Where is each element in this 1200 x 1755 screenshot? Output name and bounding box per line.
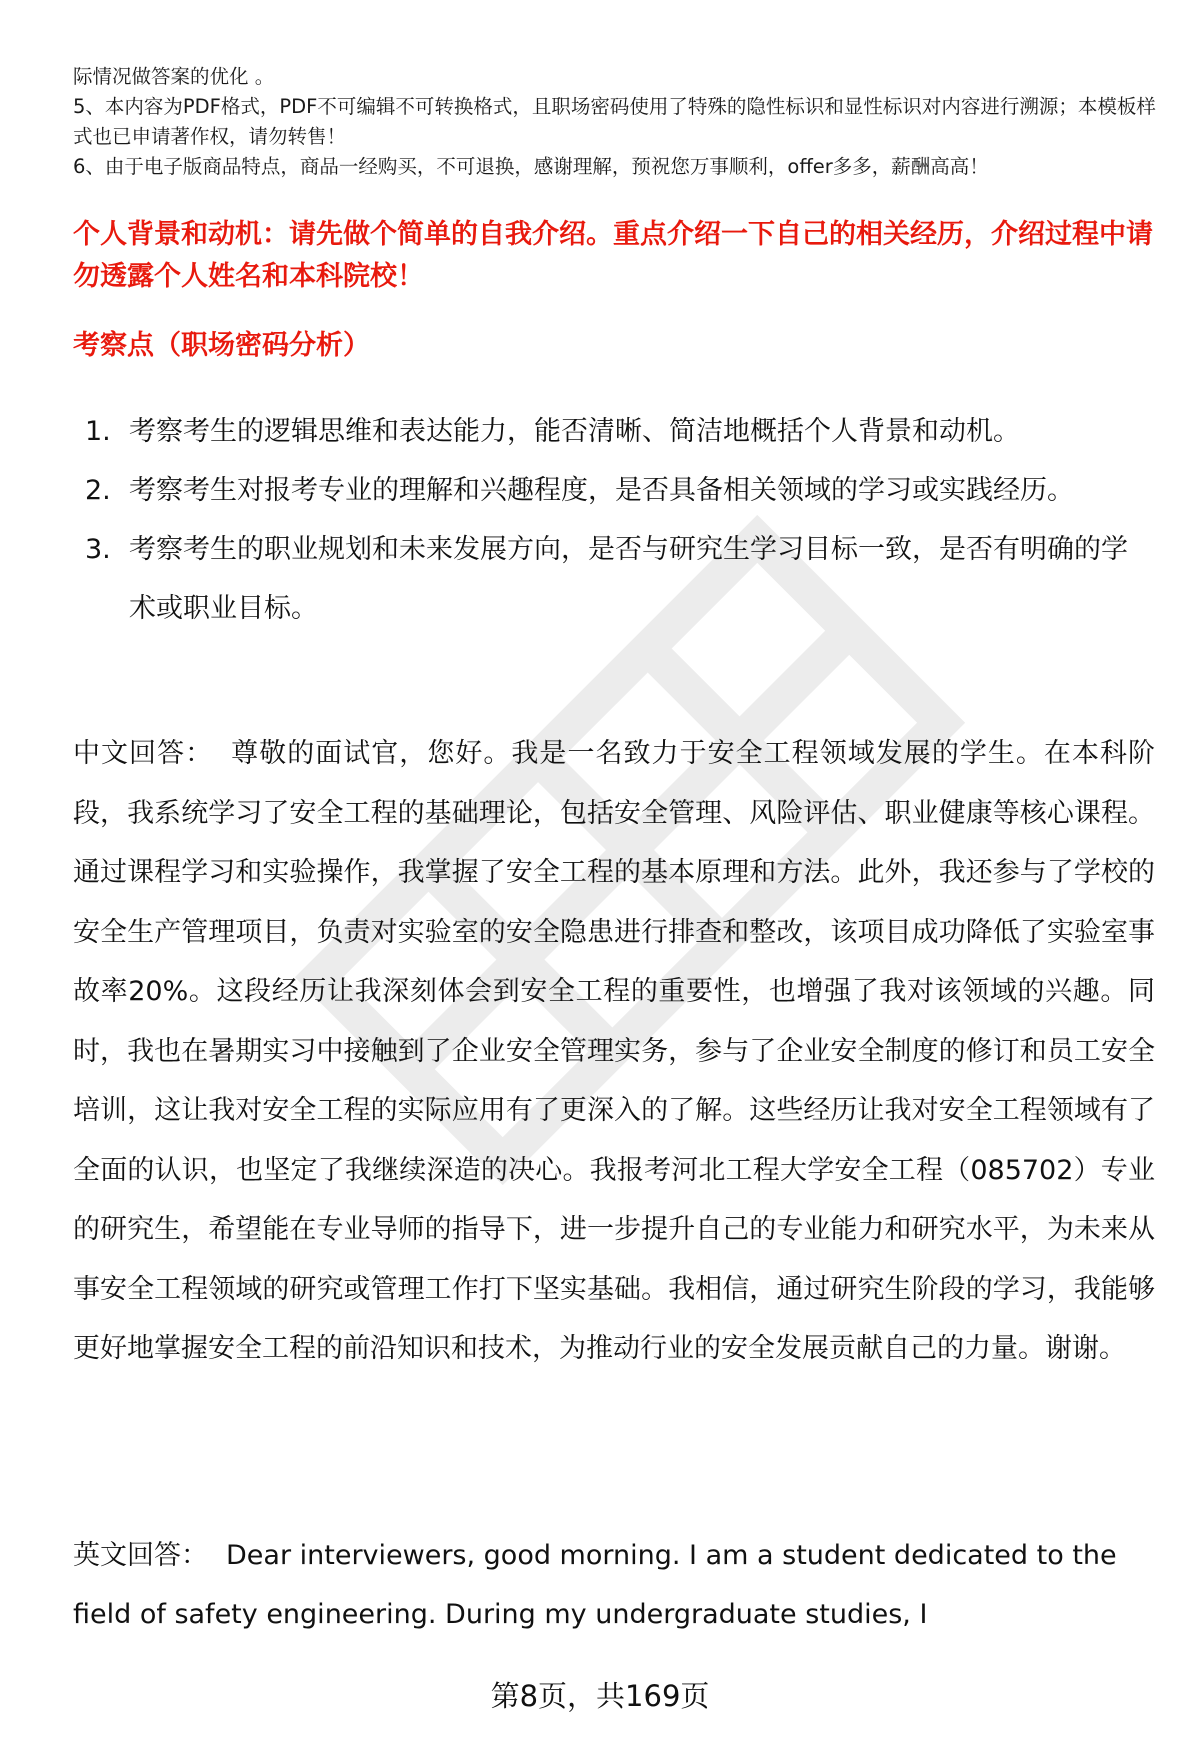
list-number: 1. <box>85 416 111 447</box>
chinese-answer-label: 中文回答： <box>73 738 214 769</box>
list-item <box>73 461 1153 520</box>
english-answer-text: Dear interviewers, good morning. I am a student dedicated to the field of safety engineering. During my undergraduate studies, I <box>73 1540 1117 1630</box>
chinese-answer <box>73 724 1155 1379</box>
list-text: 考察考生的职业规划和未来发展方向，是否与研究生学习目标一致，是否有明确的学术或职业目标。 <box>129 534 1128 624</box>
note-line: 5、本内容为PDF格式，PDF不可编辑不可转换格式，且职场密码使用了特殊的隐性标识和显性标识对内容进行溯源；本模板样式也已申请著作权，请勿转售！ <box>73 95 1156 148</box>
points-title: 考察点（职场密码分析） <box>73 330 370 361</box>
purchase-notes <box>73 62 1163 182</box>
chinese-answer-text: 尊敬的面试官，您好。我是一名致力于安全工程领域发展的学生。在本科阶段，我系统学习了安全工程的基础理论，包括安全管理、风险评估、职业健康等核心课程。通过课程学习和实验操作，我掌握了安全工程的基本原理和方法。此外，我还参与了学校的安全生产管理项目，负责对实验室的安全隐患进行排查和整改，该项目成功降低了实验室事故率20%。这段经历让我深刻体会到安全工程的重要性，也增强了我对该领域的兴趣。同时，我也在暑期实习中接触到了企业安全管理实务，参与了企业安全制度的修订和员工安全培训，这让我对安全工程的实际应用有了更深入的了解。这些经历让我对安全工程领域有了全面的认识，也坚定了我继续深造的决心。我报考河北工程大学安全工程（085702）专业的研究生，希望能在专业导师的指导下，进一步提升自己的专业能力和研究水平，为未来从事安全工程领域的研究或管理工作打下坚实基础。我相信，通过研究生阶段的学习，我能够更好地掌握安全工程的前沿知识和技术，为推动行业的安全发展贡献自己的力量。谢谢。 <box>73 738 1156 1364</box>
note-line: 际情况做答案的优化 。 <box>73 65 275 88</box>
list-item <box>73 520 1153 638</box>
assessment-points-list <box>73 402 1153 638</box>
note-line: 6、由于电子版商品特点，商品一经购买，不可退换，感谢理解，预祝您万事顺利，offer多多，薪酬高高！ <box>73 155 989 178</box>
list-number: 3. <box>85 534 111 565</box>
english-answer-label: 英文回答： <box>73 1540 208 1571</box>
list-item <box>73 402 1153 461</box>
english-answer <box>73 1526 1155 1644</box>
list-number: 2. <box>85 475 111 506</box>
page-number: 第8页，共169页 <box>490 1679 710 1713</box>
interview-question: 个人背景和动机：请先做个简单的自我介绍。重点介绍一下自己的相关经历，介绍过程中请勿透露个人姓名和本科院校！ <box>73 219 1153 292</box>
list-text: 考察考生的逻辑思维和表达能力，能否清晰、简洁地概括个人背景和动机。 <box>129 416 1020 447</box>
list-text: 考察考生对报考专业的理解和兴趣程度，是否具备相关领域的学习或实践经历。 <box>129 475 1074 506</box>
